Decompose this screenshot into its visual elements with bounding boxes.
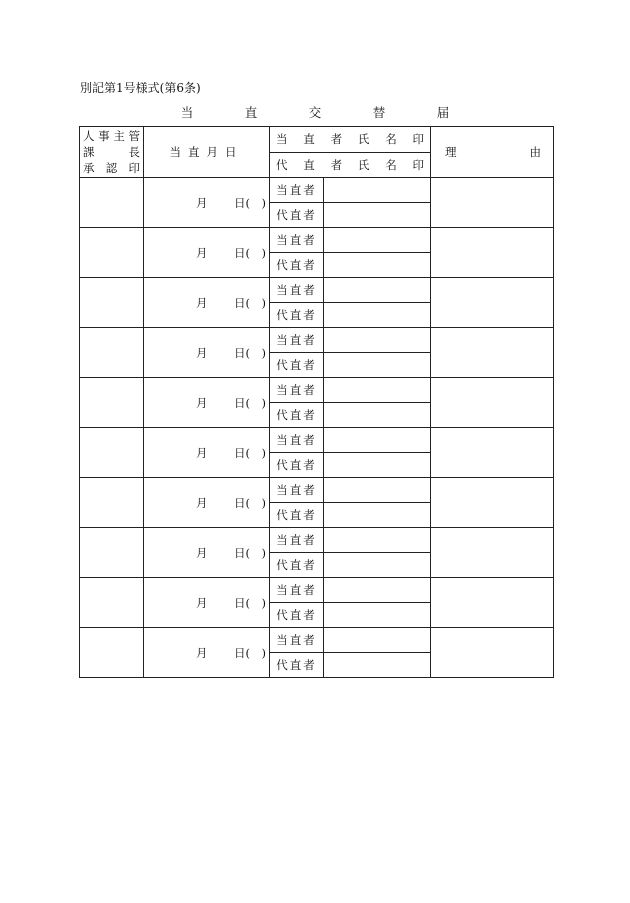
approval-stamp-cell[interactable]	[80, 278, 144, 328]
duty-name-field[interactable]	[324, 478, 431, 503]
duty-role-label: 当直者	[270, 428, 324, 453]
substitute-name-field[interactable]	[324, 353, 431, 378]
approval-char: 管	[128, 129, 140, 143]
approval-stamp-cell[interactable]	[80, 378, 144, 428]
day-label: 日( )	[234, 295, 266, 310]
reason-field[interactable]	[431, 628, 554, 678]
approval-stamp-cell[interactable]	[80, 528, 144, 578]
duty-name-field[interactable]	[324, 628, 431, 653]
substitute-name-field[interactable]	[324, 453, 431, 478]
month-label: 月	[196, 595, 208, 610]
header-char: 代	[276, 157, 288, 172]
title-char: 届	[436, 105, 450, 120]
substitute-name-field[interactable]	[324, 503, 431, 528]
header-char: 直	[303, 132, 315, 147]
approval-char: 人	[83, 129, 95, 143]
header-char: 氏	[357, 132, 370, 147]
month-label: 月	[196, 395, 208, 410]
duty-role-label: 当直者	[270, 328, 324, 353]
header-char: 名	[385, 132, 397, 147]
duty-name-field[interactable]	[324, 428, 431, 453]
reason-field[interactable]	[431, 328, 554, 378]
header-char: 者	[330, 132, 343, 147]
date-cell[interactable]	[144, 378, 270, 428]
duty-swap-table	[79, 126, 554, 678]
month-label: 月	[196, 495, 208, 510]
date-cell[interactable]	[144, 428, 270, 478]
date-cell[interactable]	[144, 628, 270, 678]
day-label: 日( )	[234, 345, 266, 360]
substitute-role-label: 代直者	[270, 203, 324, 228]
duty-name-field[interactable]	[324, 578, 431, 603]
header-char: 当	[276, 132, 288, 147]
duty-role-label: 当直者	[270, 378, 324, 403]
approval-stamp-cell[interactable]	[80, 178, 144, 228]
title-char: 直	[244, 105, 258, 120]
title-char: 替	[372, 105, 386, 120]
day-label: 日( )	[234, 445, 266, 460]
duty-role-label: 当直者	[270, 478, 324, 503]
form-title	[0, 103, 630, 121]
approval-char: 主	[113, 129, 125, 143]
reason-field[interactable]	[431, 578, 554, 628]
entry-row	[80, 528, 554, 553]
substitute-name-field[interactable]	[324, 653, 431, 678]
approval-stamp-cell[interactable]	[80, 428, 144, 478]
substitute-name-field[interactable]	[324, 603, 431, 628]
reason-field[interactable]	[431, 278, 554, 328]
entry-row	[80, 428, 554, 453]
approval-char: 課	[83, 145, 95, 159]
substitute-role-label: 代直者	[270, 503, 324, 528]
entry-row	[80, 178, 554, 203]
form-caption: 別記第1号様式(第6条)	[80, 81, 201, 95]
duty-role-label: 当直者	[270, 528, 324, 553]
reason-header	[431, 127, 554, 178]
duty-name-field[interactable]	[324, 328, 431, 353]
substitute-role-label: 代直者	[270, 603, 324, 628]
month-label: 月	[196, 445, 208, 460]
approval-char: 長	[128, 145, 140, 159]
date-cell[interactable]	[144, 478, 270, 528]
approval-stamp-cell[interactable]	[80, 628, 144, 678]
approval-stamp-cell[interactable]	[80, 578, 144, 628]
entry-row	[80, 478, 554, 503]
day-label: 日( )	[234, 495, 266, 510]
duty-role-label: 当直者	[270, 578, 324, 603]
substitute-name-field[interactable]	[324, 203, 431, 228]
duty-name-field[interactable]	[324, 528, 431, 553]
date-header: 当直月日	[144, 127, 270, 178]
date-cell[interactable]	[144, 178, 270, 228]
sub-name-header	[270, 152, 431, 178]
substitute-role-label: 代直者	[270, 403, 324, 428]
reason-field[interactable]	[431, 528, 554, 578]
date-cell[interactable]	[144, 278, 270, 328]
substitute-role-label: 代直者	[270, 553, 324, 578]
header-char: 氏	[357, 157, 370, 172]
reason-field[interactable]	[431, 478, 554, 528]
day-label: 日( )	[234, 245, 266, 260]
approval-stamp-cell[interactable]	[80, 328, 144, 378]
substitute-name-field[interactable]	[324, 403, 431, 428]
date-cell[interactable]	[144, 578, 270, 628]
approval-char: 印	[128, 161, 140, 175]
substitute-role-label: 代直者	[270, 653, 324, 678]
month-label: 月	[196, 245, 208, 260]
approval-char: 承	[83, 161, 95, 175]
duty-role-label: 当直者	[270, 628, 324, 653]
substitute-name-field[interactable]	[324, 553, 431, 578]
approval-char: 事	[98, 129, 110, 143]
title-char: 交	[308, 105, 322, 120]
approval-char: 認	[105, 161, 118, 175]
month-label: 月	[196, 345, 208, 360]
duty-role-label: 当直者	[270, 228, 324, 253]
duty-name-field[interactable]	[324, 378, 431, 403]
substitute-role-label: 代直者	[270, 453, 324, 478]
day-label: 日( )	[234, 395, 266, 410]
reason-field[interactable]	[431, 428, 554, 478]
date-cell[interactable]	[144, 228, 270, 278]
day-label: 日( )	[234, 595, 266, 610]
duty-name-header	[270, 127, 431, 153]
duty-name-field[interactable]	[324, 278, 431, 303]
day-label: 日( )	[234, 645, 266, 660]
month-label: 月	[196, 195, 208, 210]
duty-role-label: 当直者	[270, 278, 324, 303]
substitute-role-label: 代直者	[270, 353, 324, 378]
approval-stamp-cell[interactable]	[80, 478, 144, 528]
substitute-role-label: 代直者	[270, 253, 324, 278]
substitute-name-field[interactable]	[324, 253, 431, 278]
month-label: 月	[196, 545, 208, 560]
duty-name-field[interactable]	[324, 178, 431, 203]
entry-row	[80, 278, 554, 303]
date-cell[interactable]	[144, 528, 270, 578]
header-char: 印	[412, 157, 424, 172]
title-char: 当	[180, 105, 194, 120]
header-char: 直	[303, 157, 315, 172]
day-label: 日( )	[234, 545, 266, 560]
duty-role-label: 当直者	[270, 178, 324, 203]
entry-row	[80, 328, 554, 353]
header-char: 者	[330, 157, 343, 172]
reason-field[interactable]	[431, 178, 554, 228]
header-char: 印	[412, 132, 424, 147]
reason-field[interactable]	[431, 228, 554, 278]
header-char: 理	[445, 145, 457, 159]
header-char: 名	[385, 157, 397, 172]
date-cell[interactable]	[144, 328, 270, 378]
entry-row	[80, 378, 554, 403]
substitute-name-field[interactable]	[324, 303, 431, 328]
day-label: 日( )	[234, 195, 266, 210]
duty-name-field[interactable]	[324, 228, 431, 253]
entry-row	[80, 628, 554, 653]
entry-row	[80, 228, 554, 253]
approval-header	[80, 127, 144, 178]
approval-stamp-cell[interactable]	[80, 228, 144, 278]
reason-field[interactable]	[431, 378, 554, 428]
substitute-role-label: 代直者	[270, 303, 324, 328]
month-label: 月	[196, 645, 208, 660]
header-char: 由	[529, 145, 541, 159]
month-label: 月	[196, 295, 208, 310]
entry-row	[80, 578, 554, 603]
